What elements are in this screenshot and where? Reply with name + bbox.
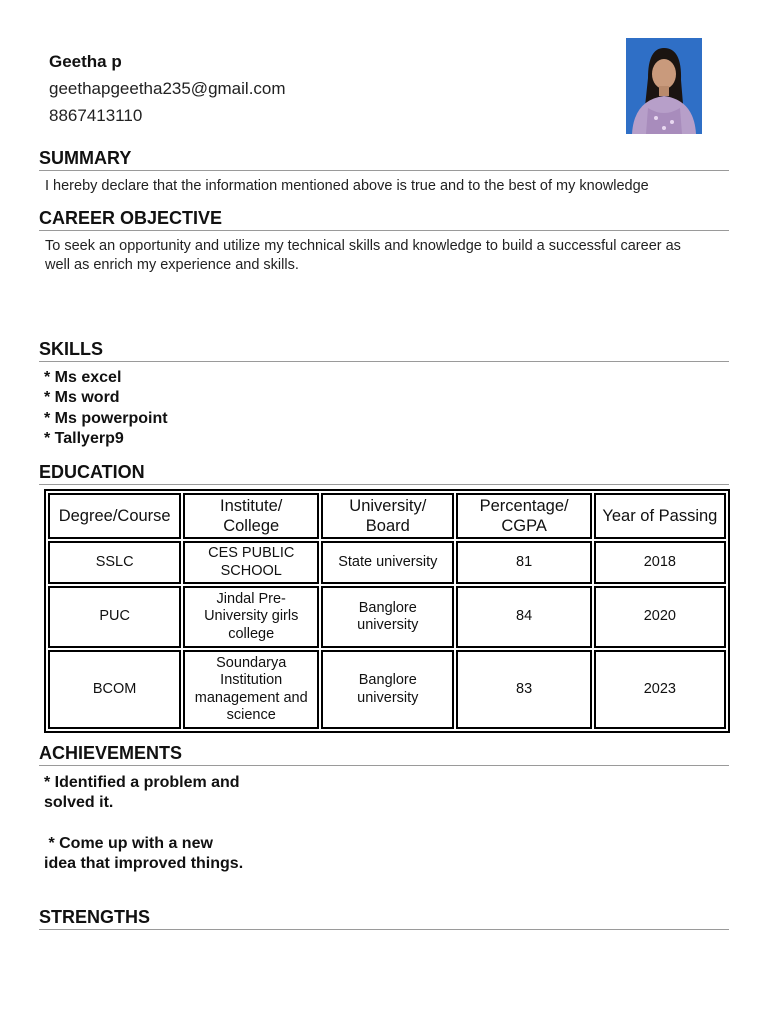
achievements-heading: ACHIEVEMENTS [39, 742, 729, 766]
table-cell: 2020 [594, 586, 726, 648]
resume-header [49, 52, 286, 126]
skill-item: * Ms excel [44, 369, 122, 386]
education-heading: EDUCATION [39, 461, 729, 485]
table-row [48, 586, 726, 648]
achievement-item: * Identified a problem and solved it. [44, 774, 240, 812]
table-cell: 83 [456, 650, 591, 729]
skills-list [44, 368, 168, 449]
table-cell: SSLC [48, 541, 181, 584]
table-cell: State university [321, 541, 454, 584]
skill-item: * Ms word [44, 389, 120, 407]
table-row [48, 650, 726, 729]
table-cell: 81 [456, 541, 591, 584]
education-table [44, 489, 730, 733]
achievement-item: * Come up with a new idea that improved things. [44, 835, 244, 873]
column-header: University/ Board [321, 493, 454, 539]
column-header: Degree/Course [48, 493, 181, 539]
table-cell: Soundarya Institution management and science [183, 650, 319, 729]
table-cell: PUC [48, 586, 181, 648]
table-cell: 2018 [594, 541, 726, 584]
portrait-illustration [626, 38, 702, 134]
table-cell: Jindal Pre-University girls college [183, 586, 319, 648]
phone-text: 8867413110 [49, 106, 143, 125]
table-cell: CES PUBLIC SCHOOL [183, 541, 319, 584]
skill-item: * Tallyerp9 [44, 429, 124, 447]
summary-text: I hereby declare that the information mentioned above is true and to the best of my knowledge [45, 178, 649, 194]
summary-heading: SUMMARY [39, 147, 729, 171]
career-objective-text: To seek an opportunity and utilize my technical skills and knowledge to build a successful career as well as enrich my experience and skills. [45, 238, 681, 273]
table-cell: BCOM [48, 650, 181, 729]
column-header: Percentage/ CGPA [456, 493, 591, 539]
career-objective-heading: CAREER OBJECTIVE [39, 207, 729, 231]
table-header-row [48, 493, 726, 539]
table-cell: Banglore university [321, 586, 454, 648]
table-cell: 84 [456, 586, 591, 648]
column-header: Year of Passing [594, 493, 726, 539]
candidate-name: Geetha p [49, 52, 122, 71]
email-text: geethapgeetha235@gmail.com [49, 79, 286, 98]
table-row [48, 541, 726, 584]
strengths-heading: STRENGTHS [39, 906, 729, 930]
table-cell: Banglore university [321, 650, 454, 729]
skills-heading: SKILLS [39, 338, 729, 362]
profile-photo [626, 38, 702, 134]
skill-item: * Ms powerpoint [44, 409, 168, 427]
column-header: Institute/ College [183, 493, 319, 539]
table-cell: 2023 [594, 650, 726, 729]
